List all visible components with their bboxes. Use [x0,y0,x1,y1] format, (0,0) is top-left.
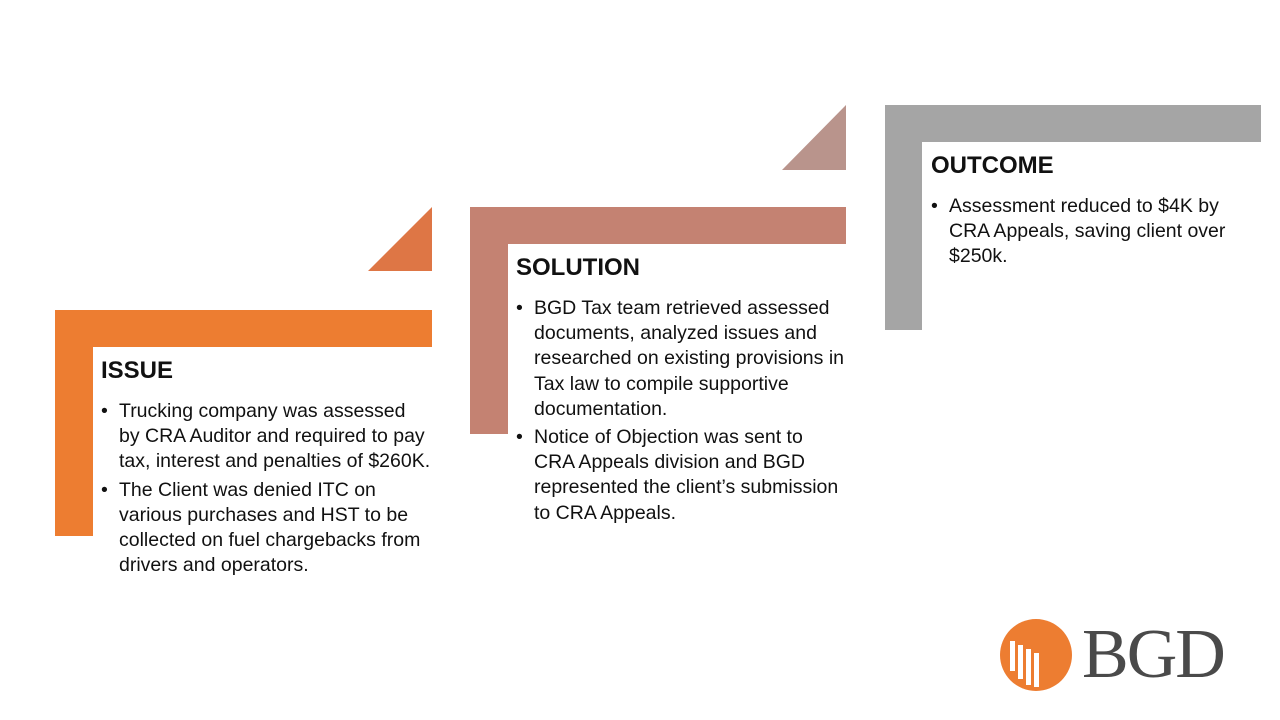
solution-block [516,254,846,529]
solution-bullet: • Notice of Objection was sent to CRA Appeals division and BGD represented the client’s submission to CRA Appeals. [516,425,846,526]
outcome-block [931,152,1251,273]
issue-bullet: • Trucking company was assessed by CRA Auditor and required to pay tax, interest and penalties of $260K. [101,399,431,475]
solution-bullet: • BGD Tax team retrieved assessed documents, analyzed issues and researched on existing provisions in Tax law to compile supportive documentation. [516,296,846,422]
issue-bullet: • The Client was denied ITC on various purchases and HST to be collected on fuel chargebacks from drivers and operators. [101,478,431,579]
solution-arrow-triangle [782,105,846,170]
solution-title: SOLUTION [516,254,640,281]
outcome-bullet-list [931,194,1251,270]
issue-block [101,357,431,581]
bar-chart-circle-icon [998,617,1074,693]
issue-title: ISSUE [101,357,174,384]
bgd-logo [998,617,1238,693]
solution-bullet-list [516,296,846,526]
logo-text: BGD [1082,616,1224,693]
issue-bullet-list [101,399,431,578]
issue-arrow-triangle [368,207,432,271]
outcome-title: OUTCOME [931,152,1054,179]
outcome-bullet: • Assessment reduced to $4K by CRA Appeals, saving client over $250k. [931,194,1251,270]
